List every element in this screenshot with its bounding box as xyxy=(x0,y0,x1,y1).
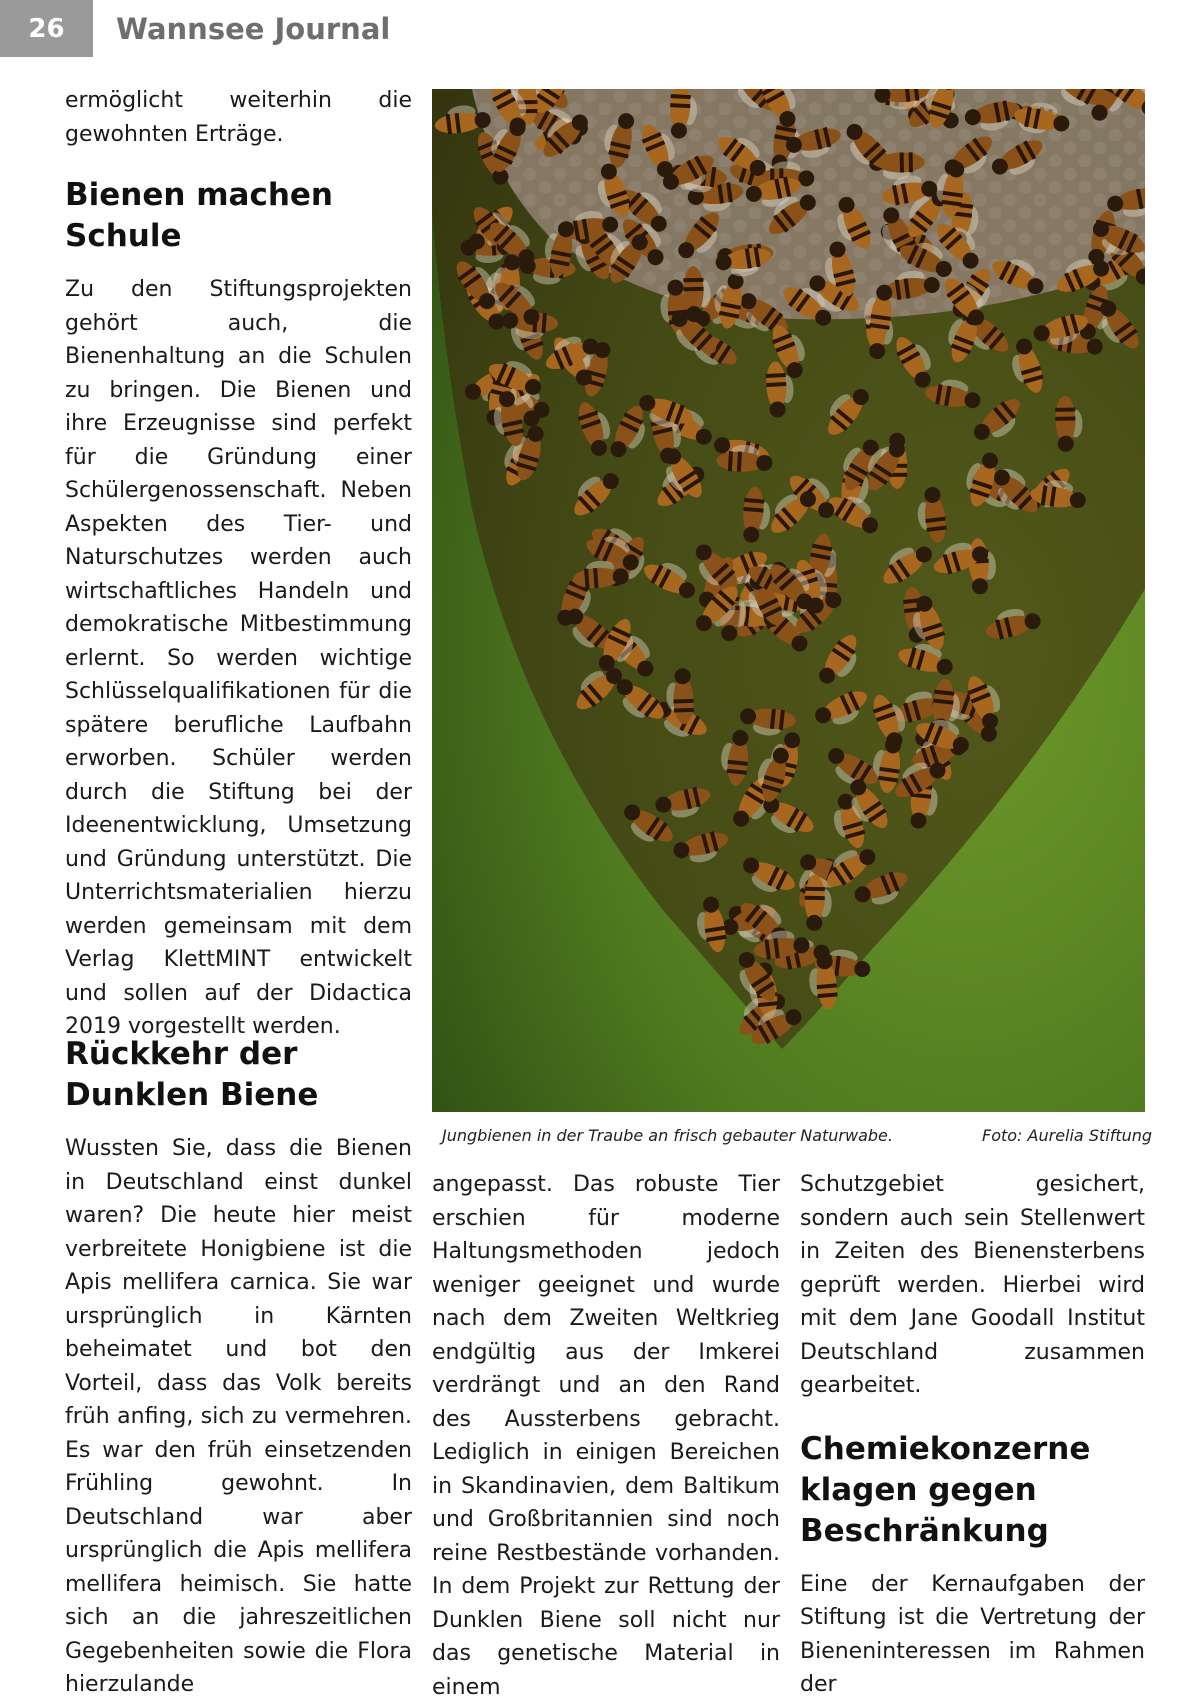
column-1-intro xyxy=(65,84,412,151)
heading-dunkle-biene: Rückkehr der Dunklen Biene xyxy=(65,1034,412,1116)
photo-credit: Foto: Aurelia Stiftung xyxy=(982,1126,1152,1145)
column-3 xyxy=(800,1168,1145,1702)
intro-paragraph: ermöglicht weiterhin die gewohnten Erträge. xyxy=(65,84,412,151)
column-2 xyxy=(432,1168,780,1704)
paragraph-column-3: Schutzgebiet gesichert, sondern auch sein Stellenwert in Zeiten des Bienensterbens geprüft werden. Hierbei wird mit dem Jane Goodall Institut Deutschland zusammen gearbeitet. xyxy=(800,1168,1145,1403)
paragraph-dunkle-biene: Wussten Sie, dass die Bienen in Deutschland einst dunkel waren? Die heute hier meist verbreitete Honigbiene ist die Apis mellifera carnica. Sie war ursprünglich in Kärnten beheimatet und bot den Vorteil, dass das Volk bereits früh anfing, sich zu vermehren. Es war den früh einsetzenden Frühling gewohnt. In Deutschland war aber ursprünglich die Apis mellifera mellifera heimisch. Sie hatte sich an die jahreszeitlichen Gegebenheiten sowie die Flora hierzulande xyxy=(65,1132,412,1702)
section-bienen-schule xyxy=(65,175,412,1044)
heading-chemiekonzerne: Chemiekonzerne klagen gegen Beschränkung xyxy=(800,1429,1145,1552)
paragraph-chemiekonzerne: Eine der Kernaufgaben der Stiftung ist die Vertretung der Bieneninteressen im Rahmen der xyxy=(800,1568,1145,1702)
paragraph-column-2: angepasst. Das robuste Tier erschien für moderne Haltungsmethoden jedoch weniger geeignet und wurde nach dem Zweiten Weltkrieg endgültig aus der Imkerei verdrängt und an den Rand des Aussterbens gebracht. Lediglich in einigen Bereichen in Skandinavien, dem Baltikum und Großbritannien sind noch reine Restbestände vorhanden. In dem Projekt zur Rettung der Dunklen Biene soll nicht nur das genetische Material in einem xyxy=(432,1168,780,1704)
journal-title: Wannsee Journal xyxy=(116,12,390,46)
bee-swarm-illustration xyxy=(432,89,1145,1112)
section-dunkle-biene xyxy=(65,1034,412,1702)
page-number: 26 xyxy=(0,0,93,57)
photo-caption: Jungbienen in der Traube an frisch gebauter Naturwabe. xyxy=(442,1126,893,1145)
heading-bienen-schule: Bienen machen Schule xyxy=(65,175,412,257)
paragraph-bienen-schule: Zu den Stiftungsprojekten gehört auch, die Bienenhaltung an die Schulen zu bringen. Die Bienen und ihre Erzeugnisse sind perfekt für die Gründung einer Schülergenossenschaft. Neben Aspekten des Tier- und Naturschutzes werden auch wirtschaftliches Handeln und demokratische Mitbestimmung erlernt. So werden wichtige Schlüsselqualifikationen für die spätere berufliche Laufbahn erworben. Schüler werden durch die Stiftung bei der Ideenentwicklung, Umsetzung und Gründung unterstützt. Die Unterrichtsmaterialien hierzu werden gemeinsam mit dem Verlag KlettMINT entwickelt und sollen auf der Didactica 2019 vorgestellt werden. xyxy=(65,273,412,1044)
bee-swarm-photo xyxy=(432,89,1145,1112)
